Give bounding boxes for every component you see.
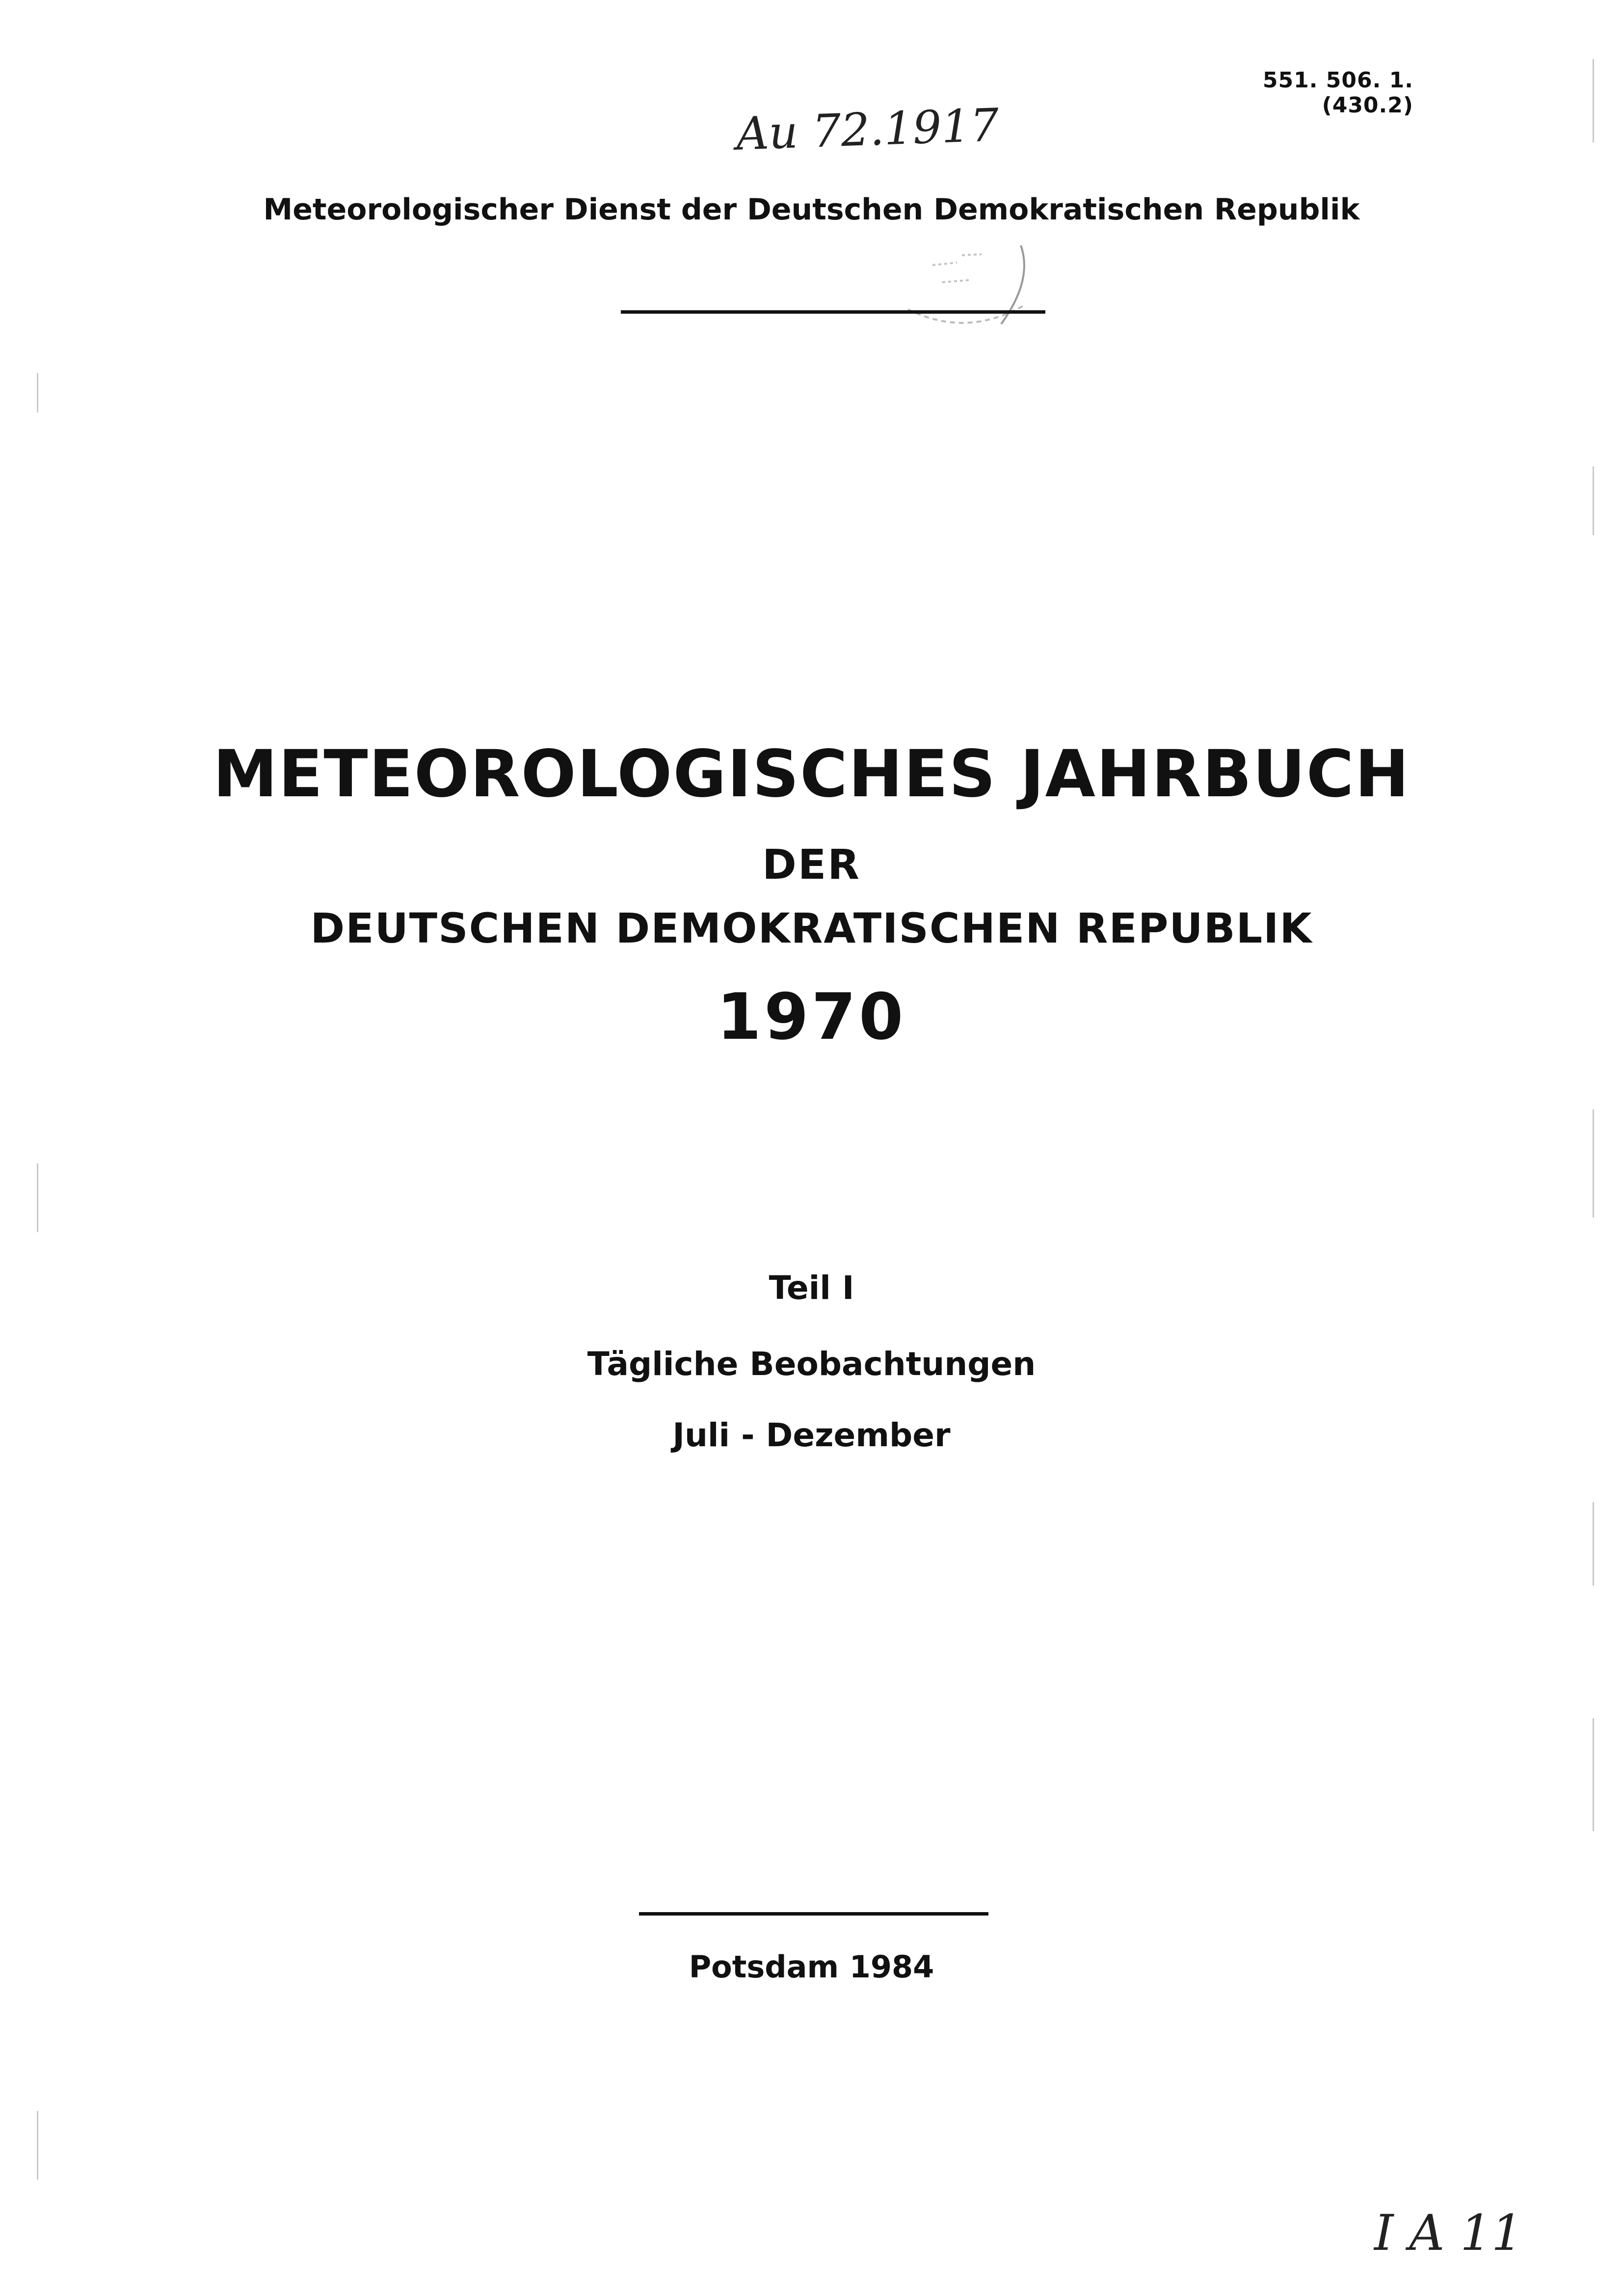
- classification-number: 551. 506. 1. (430.2): [1262, 68, 1413, 118]
- scan-edge-mark: [1593, 1718, 1594, 1831]
- title-year: 1970: [717, 979, 906, 1054]
- faint-stamp-mark: [898, 236, 1040, 334]
- title-country: DEUTSCHEN DEMOKRATISCHEN REPUBLIK: [310, 904, 1313, 952]
- scan-edge-mark: [1593, 59, 1594, 142]
- handwritten-accession-number: Au 72.1917: [735, 99, 1000, 161]
- part-subtitle: Tägliche Beobachtungen: [587, 1345, 1036, 1383]
- divider-rule-top: [621, 310, 1045, 314]
- title-article: DER: [762, 840, 861, 889]
- scan-edge-mark: [1593, 1502, 1594, 1586]
- scan-edge-mark: [1593, 1109, 1594, 1217]
- part-label: Teil I: [769, 1269, 854, 1307]
- scan-edge-mark: [1593, 466, 1594, 535]
- divider-rule-bottom: [639, 1912, 988, 1916]
- scan-edge-mark: [37, 2111, 38, 2180]
- handwritten-shelfmark: I A 11: [1374, 2204, 1523, 2262]
- part-period: Juli - Dezember: [672, 1416, 951, 1454]
- issuing-service: Meteorologischer Dienst der Deutschen Demokratischen Republik: [263, 192, 1360, 227]
- imprint: Potsdam 1984: [689, 1949, 934, 1985]
- scan-edge-mark: [37, 373, 38, 412]
- scan-edge-mark: [37, 1163, 38, 1232]
- title-main: METEOROLOGISCHES JAHRBUCH: [213, 736, 1410, 812]
